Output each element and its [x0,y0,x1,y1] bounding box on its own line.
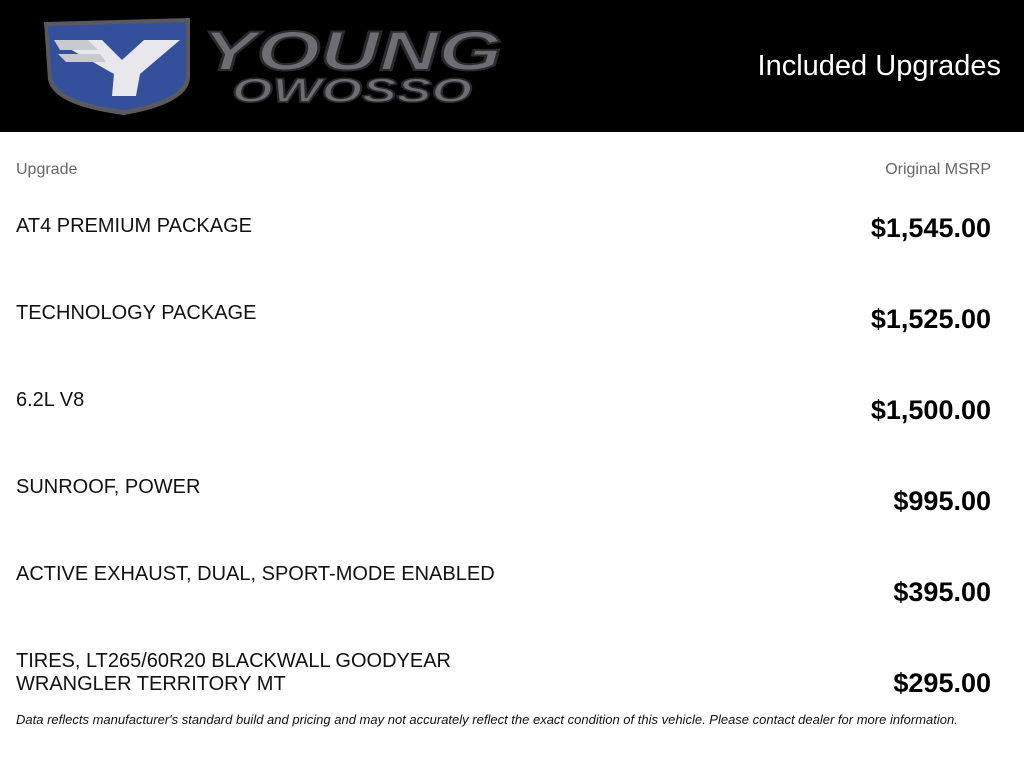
upgrade-name: AT4 PREMIUM PACKAGE [16,215,252,237]
column-header-upgrade: Upgrade [16,161,78,178]
upgrades-list [16,213,991,735]
upgrade-name: 6.2L V8 [16,389,85,411]
page-header [0,0,1024,132]
page-title: Included Upgrades [757,50,1001,82]
upgrade-name: TIRES, LT265/60R20 BLACKWALL GOODYEAR WRANGLER TERRITORY MT [16,650,451,695]
upgrade-row [16,213,991,300]
upgrade-price: $1,500.00 [870,395,991,425]
upgrade-price: $395.00 [893,577,991,607]
column-header-msrp: Original MSRP [885,161,991,178]
dealer-logo [40,16,510,118]
disclaimer-text: Data reflects manufacturer's standard build and pricing and may not accurately reflect the exact condition of this vehicle. Please contact dealer for more information. [16,712,958,727]
upgrade-name: SUNROOF, POWER [16,476,201,498]
upgrade-row [16,387,991,474]
upgrade-name: ACTIVE EXHAUST, DUAL, SPORT-MODE ENABLED [16,563,495,585]
upgrade-row [16,561,991,648]
upgrade-price: $1,545.00 [870,213,991,243]
upgrade-row [16,300,991,387]
upgrade-price: $295.00 [893,668,991,698]
upgrade-row [16,474,991,561]
upgrade-price: $1,525.00 [870,304,991,334]
logo-text-owosso: OWOSSO [232,72,472,110]
young-y-shield-logo [44,18,190,115]
column-headers [16,160,991,180]
upgrade-name: TECHNOLOGY PACKAGE [16,302,257,324]
upgrade-price: $995.00 [893,486,991,516]
logo-text-young: YOUNG [202,19,502,82]
